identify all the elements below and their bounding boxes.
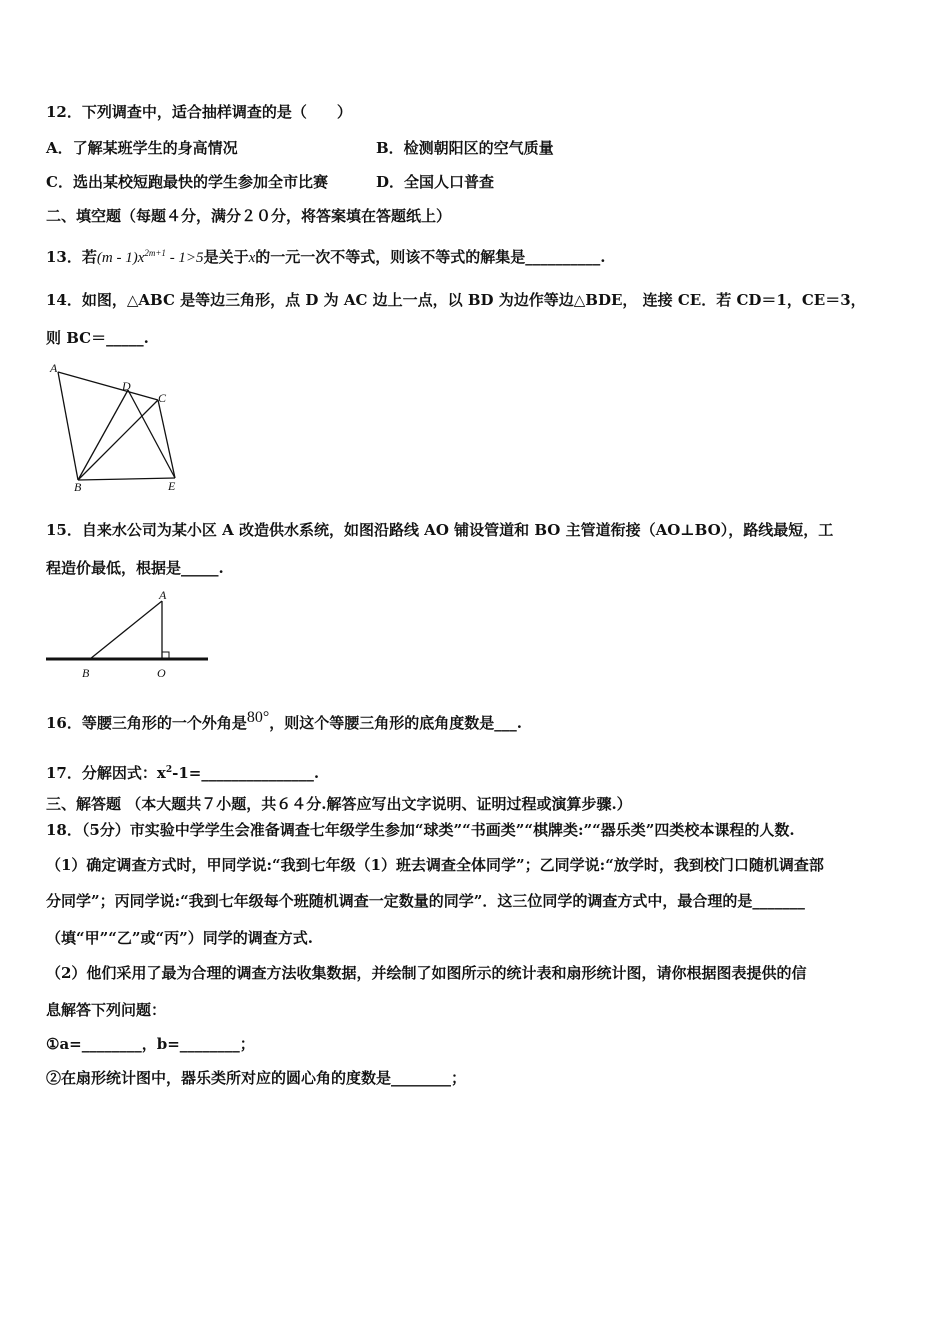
label-d: D bbox=[122, 379, 131, 393]
q12-option-b: B．检测朝阳区的空气质量 bbox=[376, 139, 554, 157]
q13-prefix: 13．若 bbox=[46, 248, 97, 266]
q16-suffix: ，则这个等腰三角形的底角度数是___. bbox=[269, 714, 523, 732]
q18-line-5: （2）他们采用了最为合理的调查方法收集数据，并绘制了如图所示的统计表和扇形统计图，请你根据图表提供的信 bbox=[46, 964, 807, 982]
q13-line bbox=[46, 243, 605, 268]
q18-line-2: （1）确定调查方式时，甲同学说:“我到七年级（1）班去调查全体同学”；乙同学说:“放学时，我到校门口随机调查部 bbox=[46, 856, 824, 874]
label-e: E bbox=[168, 479, 176, 493]
q18-line-7: ①a=________，b=________； bbox=[46, 1035, 255, 1053]
q16-angle: 80° bbox=[246, 709, 270, 726]
q12-option-c: C．选出某校短跑最快的学生参加全市比赛 bbox=[46, 173, 328, 191]
label-a: A bbox=[50, 361, 58, 375]
q14-line-1: 14．如图，△ABC 是等边三角形，点 D 为 AC 边上一点，以 BD 为边作等边△BDE， 连接 CE．若 CD＝1，CE＝3， bbox=[46, 291, 866, 309]
q18-line-4: （填“甲”“乙”或“丙”）同学的调查方式. bbox=[46, 929, 313, 947]
label-b: B bbox=[82, 666, 90, 680]
q15-line-1: 15．自来水公司为某小区 A 改造供水系统，如图沿路线 AO 铺设管道和 BO 主管道衔接（AO⊥BO），路线最短，工 bbox=[46, 521, 834, 539]
q15-figure bbox=[44, 585, 214, 685]
q13-middle: 是关于 bbox=[203, 248, 249, 266]
section-3-heading: 三、解答题 （本大题共７小题，共６４分.解答应写出文字说明、证明过程或演算步骤.） bbox=[46, 795, 632, 813]
q15-line-2: 程造价最低，根据是_____. bbox=[46, 559, 224, 577]
q12-option-a: A．了解某班学生的身高情况 bbox=[46, 139, 238, 157]
label-a: A bbox=[159, 588, 167, 602]
section-2-heading: 二、填空题（每题４分，满分２０分，将答案填在答题纸上） bbox=[46, 207, 452, 225]
q12-stem: 12．下列调查中，适合抽样调查的是（ ） bbox=[46, 103, 352, 121]
q13-suffix: 的一元一次不等式，则该不等式的解集是__________. bbox=[255, 248, 606, 266]
q18-line-1: 18．（5分）市实验中学学生会准备调查七年级学生参加“球类”“书画类”“棋牌类:”“器乐类”四类校本课程的人数. bbox=[46, 821, 795, 839]
q14-figure bbox=[40, 360, 190, 495]
label-o: O bbox=[157, 666, 166, 680]
q13-formula: $(m - 1)x^{2m+1} - 1>5$ bbox=[96, 248, 204, 266]
label-c: C bbox=[158, 391, 167, 405]
q12-option-d: D．全国人口普查 bbox=[376, 173, 495, 191]
q16-line bbox=[46, 709, 523, 734]
q18-line-8: ②在扇形统计图中，器乐类所对应的圆心角的度数是________； bbox=[46, 1069, 467, 1087]
q16-prefix: 16．等腰三角形的一个外角是 bbox=[46, 714, 247, 732]
q13-variable: x bbox=[248, 250, 256, 266]
label-b: B bbox=[74, 480, 82, 494]
q17-line: 17．分解因式：$x^2-1=\_\_\_\_\_\_\_\_\_\_\_\_\_\_\_$. bbox=[46, 764, 320, 782]
q18-line-3: 分同学”；丙同学说:“我到七年级每个班随机调查一定数量的同学”．这三位同学的调查方式中，最合理的是_______ bbox=[46, 892, 805, 910]
q18-line-6: 息解答下列问题： bbox=[46, 1001, 167, 1019]
q14-line-2: 则 BC＝_____. bbox=[46, 329, 149, 347]
